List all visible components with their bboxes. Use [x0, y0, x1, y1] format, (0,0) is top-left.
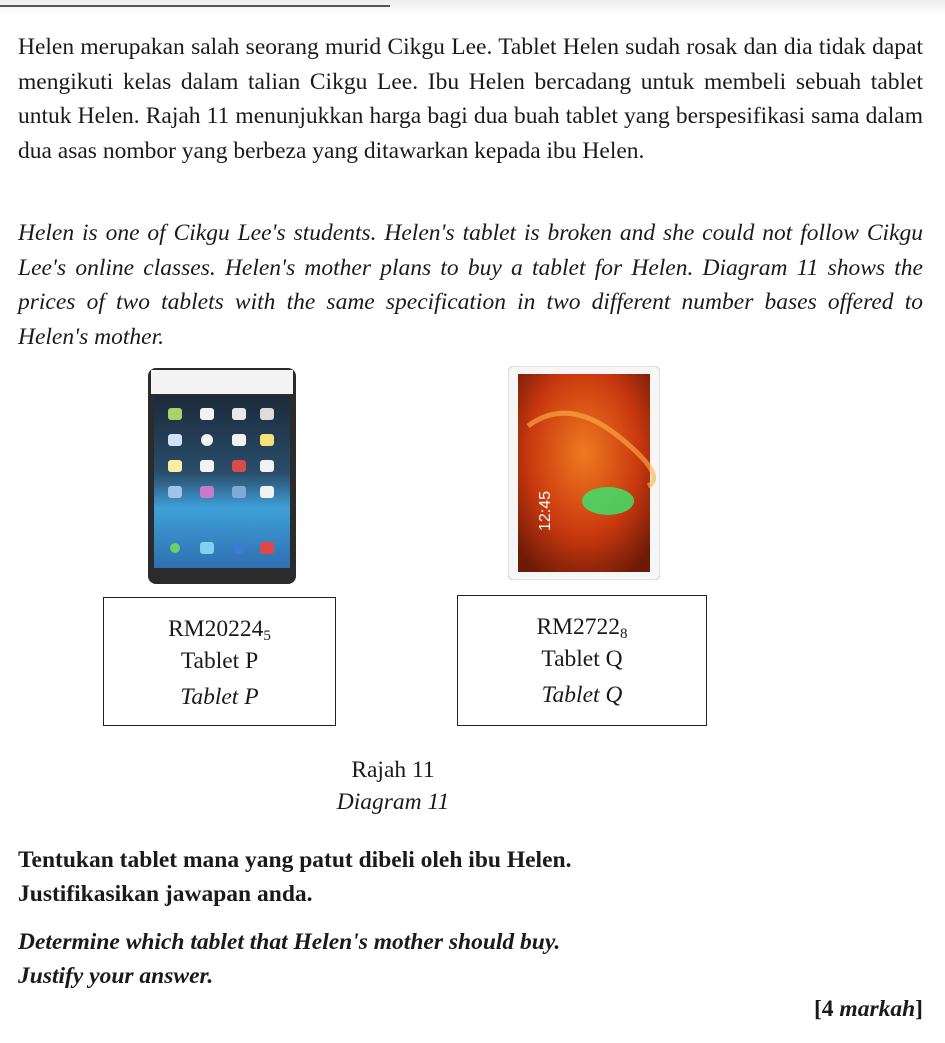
tablet-q-label-ms: Tablet Q [541, 646, 623, 672]
task-english-line-1: Determine which tablet that Helen's mother should buy. [18, 929, 561, 955]
price-box-tablet-p [103, 597, 336, 726]
task-english [18, 925, 560, 993]
marks-allocation: [4 markah] [813, 996, 923, 1022]
tablet-q-label-en: Tablet Q [541, 682, 623, 708]
tablet-p-price: $RM20224_5$ [168, 616, 271, 644]
tablet-p-base: 5 [263, 628, 271, 644]
tablet-p-image [148, 368, 296, 584]
diagram-caption-english: Diagram 11 [336, 789, 450, 815]
task-malay-line-1: Tentukan tablet mana yang patut dibeli oleh ibu Helen. [18, 847, 572, 873]
paragraph-english: Helen is one of Cikgu Lee's students. Helen's tablet is broken and she could not follow Cikgu Lee's online classes. Helen's mother plans to buy a tablet for Helen. Diagram 11 shows the prices of two tablets with the same specification in two different number bases offered to Helen's mother. [18, 220, 923, 350]
task-malay-line-2: Justifikasikan jawapan anda. [18, 881, 313, 907]
tablet-p-label-ms: Tablet P [180, 648, 259, 674]
tablet-q-price: $RM2722_8$ [536, 614, 628, 642]
price-box-tablet-q [457, 595, 707, 726]
task-malay [18, 843, 571, 911]
tablet-q-clock: 12:45 [537, 490, 554, 531]
tablet-p-label-en: Tablet P [180, 684, 259, 710]
top-rule [0, 0, 390, 7]
paragraph-malay: Helen merupakan salah seorang murid Cikgu Lee. Tablet Helen sudah rosak dan dia tidak dapat mengikuti kelas dalam talian Cikgu Lee. Ibu Helen bercadang untuk membeli sebuah tablet untuk Helen. Rajah 11 menunjukkan harga bagi dua buah tablet yang berspesifikasi sama dalam dua asas nombor yang berbeza yang ditawarkan kepada ibu Helen. [18, 34, 923, 164]
tablet-q-base: 8 [620, 626, 628, 642]
diagram-caption-malay: Rajah 11 [351, 757, 435, 783]
task-english-line-2: Justify your answer. [18, 963, 214, 989]
tablet-q-image [508, 366, 660, 580]
